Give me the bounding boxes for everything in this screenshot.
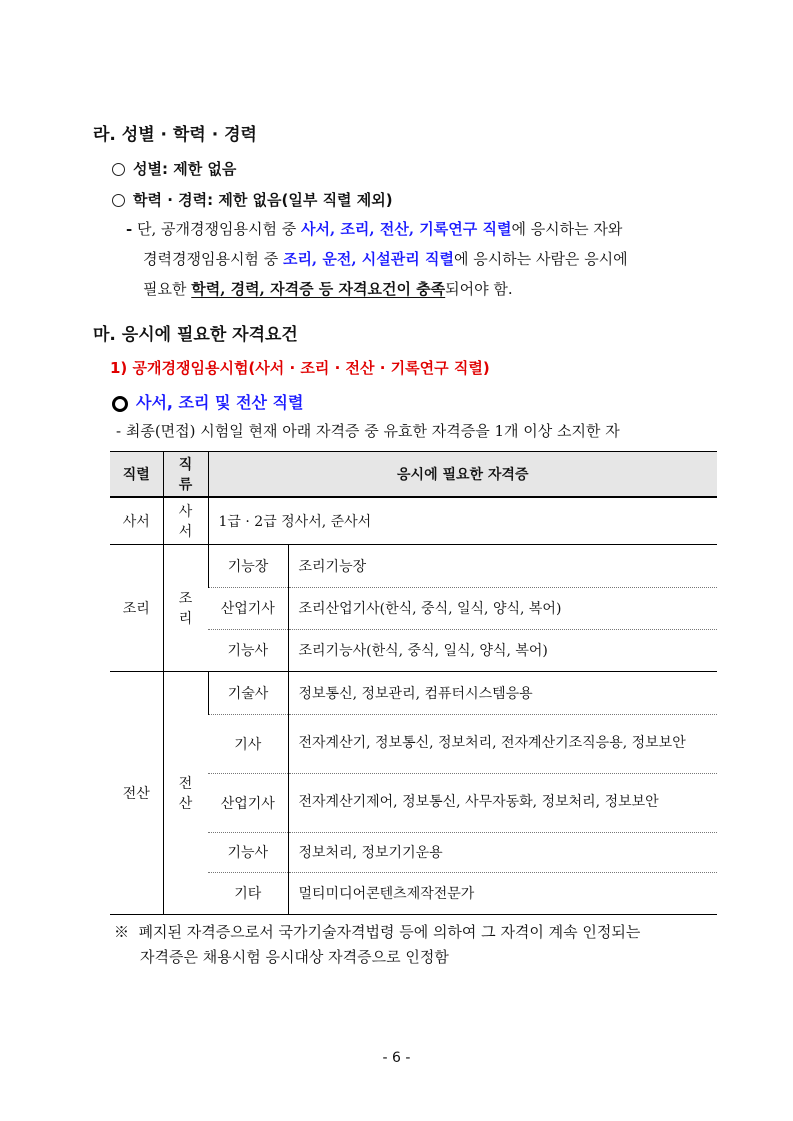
education-item: [112, 189, 393, 210]
cell-certificates: 전자계산기제어, 정보통신, 사무자동화, 정보처리, 정보보안: [288, 773, 717, 832]
requirement-description: - 최종(면접) 시험일 현재 아래 자격증 중 유효한 자격증을 1개 이상 소지한 자: [116, 422, 620, 440]
footnote-mark: ※: [114, 923, 130, 941]
cell-class: 사서: [163, 497, 208, 544]
note-highlight-requirements: 학력, 경력, 자격증 등 자격요건이 충족: [191, 280, 446, 298]
cell-class: 조리: [163, 544, 208, 671]
note-dash: -: [126, 220, 133, 238]
cell-certificates: 정보처리, 정보기기운용: [288, 832, 717, 872]
cell-class: 전산: [163, 671, 208, 914]
note-highlight-open-exam: 사서, 조리, 전산, 기록연구 직렬: [301, 220, 512, 238]
header-series: 직렬: [110, 452, 163, 498]
cell-certificates: 정보통신, 정보관리, 컴퓨터시스템응용: [288, 671, 717, 714]
cell-level: 기능장: [208, 544, 288, 587]
table-row: [110, 671, 717, 714]
note-text-2: 에 응시하는 자와: [511, 220, 623, 238]
table-header-row: [110, 452, 717, 498]
cell-level: 기능사: [208, 832, 288, 872]
cell-series: 전산: [110, 671, 163, 914]
cell-level: 기타: [208, 872, 288, 914]
circle-bullet-icon: [112, 163, 125, 176]
note-paragraph: [126, 214, 628, 304]
note-text-4: 에 응시하는 사람은 응시에: [453, 250, 628, 268]
cell-level: 기사: [208, 714, 288, 773]
cell-certificates: 전자계산기, 정보통신, 정보처리, 전자계산기조직응용, 정보보안: [288, 714, 717, 773]
table-row: [110, 544, 717, 587]
footnote-line-1: 폐지된 자격증으로서 국가기술자격법령 등에 의하여 그 자격이 계속 인정되는: [138, 923, 641, 941]
cell-series: 조리: [110, 544, 163, 671]
gender-item: [112, 158, 236, 179]
cell-series: 사서: [110, 497, 163, 544]
certificate-table: [110, 451, 717, 915]
circle-bullet-icon: [112, 396, 128, 412]
note-text-6: 되어야 함.: [445, 280, 513, 298]
footnote-line-2: 자격증은 채용시험 응시대상 자격증으로 인정함: [140, 948, 449, 966]
cell-level: 산업기사: [208, 587, 288, 629]
footnote: [114, 920, 640, 970]
librarian-cook-computing-heading: [112, 390, 303, 413]
page-number: - 6 -: [382, 1050, 411, 1066]
header-certificates: 응시에 필요한 자격증: [208, 452, 717, 498]
note-highlight-career-exam: 조리, 운전, 시설관리 직렬: [282, 250, 454, 268]
table-row: [110, 497, 717, 544]
section-ma-heading: 마. 응시에 필요한 자격요건: [93, 325, 298, 345]
section-ra-heading: 라. 성별 · 학력 · 경력: [93, 125, 257, 145]
cell-certificates: 1급 · 2급 정사서, 준사서: [208, 497, 717, 544]
note-text-1: 단, 공개경쟁임용시험 중: [137, 220, 301, 238]
cell-certificates: 조리기능사(한식, 중식, 일식, 양식, 복어): [288, 629, 717, 671]
cell-certificates: 멀티미디어콘텐츠제작전문가: [288, 872, 717, 914]
note-text-3: 경력경쟁임용시험 중: [143, 250, 283, 268]
header-class: 직류: [163, 452, 208, 498]
cell-level: 기능사: [208, 629, 288, 671]
cell-certificates: 조리산업기사(한식, 중식, 일식, 양식, 복어): [288, 587, 717, 629]
cell-level: 기술사: [208, 671, 288, 714]
circle-bullet-icon: [112, 194, 125, 207]
cell-level: 산업기사: [208, 773, 288, 832]
education-item-text: 학력 · 경력: 제한 없음(일부 직렬 제외): [133, 191, 393, 209]
open-exam-subheading: 1) 공개경쟁임용시험(사서 · 조리 · 전산 · 기록연구 직렬): [110, 359, 490, 377]
gender-item-text: 성별: 제한 없음: [133, 160, 237, 178]
cell-certificates: 조리기능장: [288, 544, 717, 587]
note-text-5: 필요한: [143, 280, 192, 298]
librarian-cook-computing-heading-text: 사서, 조리 및 전산 직렬: [136, 393, 304, 412]
